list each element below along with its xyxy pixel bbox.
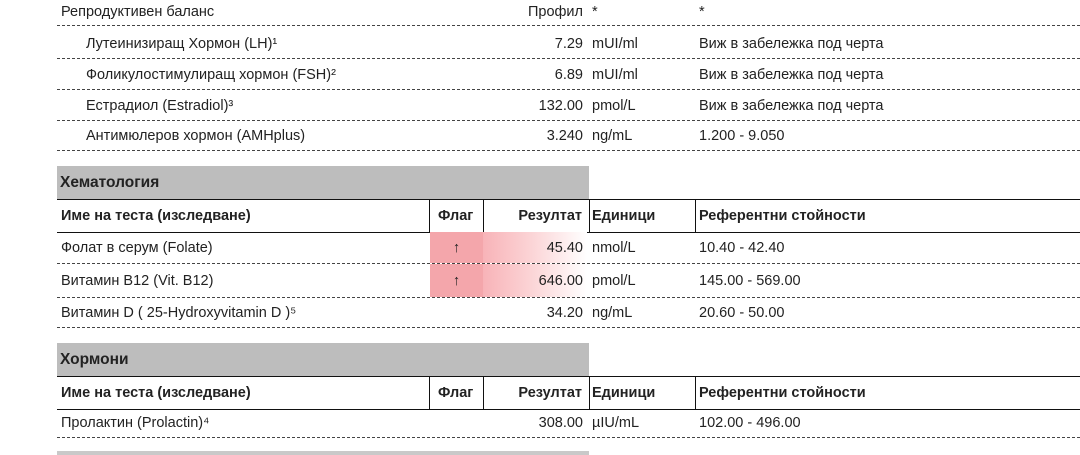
test-name: Лутеинизиращ Хормон (LH)¹ [86, 36, 278, 52]
test-name: Пролактин (Prolactin)⁴ [61, 415, 210, 431]
table-row [57, 121, 1080, 151]
reference-range: Виж в забележка под черта [699, 36, 884, 52]
units-value: nmol/L [592, 240, 636, 256]
result-value: 3.240 [546, 128, 583, 144]
reference-range: 102.00 - 496.00 [699, 415, 801, 431]
result-value: 45.40 [546, 240, 583, 256]
result-value: 132.00 [538, 98, 583, 114]
table-row [57, 232, 1080, 264]
test-name: Витамин D ( 25-Hydroxyvitamin D )⁵ [61, 305, 297, 321]
reference-range: 20.60 - 50.00 [699, 305, 785, 321]
units-value: ng/mL [592, 128, 633, 144]
column-divider [695, 200, 696, 232]
table-header [57, 376, 1080, 410]
col-header-units: Единици [592, 385, 656, 401]
test-name: Антимюлеров хормон (AMHplus) [86, 128, 306, 144]
table-row [57, 409, 1080, 438]
test-name: Фолат в серум (Folate) [61, 240, 213, 256]
result-value: 308.00 [538, 415, 583, 431]
arrow-up-icon: ↑ [452, 273, 461, 289]
col-header-units: Единици [592, 208, 656, 224]
units-value: mUI/ml [592, 36, 638, 52]
col-header-name: Име на теста (изследване) [61, 208, 251, 224]
units-value: pmol/L [592, 98, 636, 114]
units-value: * [592, 4, 598, 20]
table-row [57, 264, 1080, 298]
col-header-ref: Референтни стойности [699, 385, 866, 401]
reference-range: * [699, 4, 705, 20]
result-value: 646.00 [538, 273, 583, 289]
table-row [57, 28, 1080, 59]
table-row [57, 298, 1080, 328]
result-value: 6.89 [554, 67, 583, 83]
column-divider [695, 377, 696, 409]
section-title-hematology: Хематология [57, 166, 589, 199]
result-value: Профил [527, 4, 583, 20]
units-value: µIU/mL [592, 415, 640, 431]
section-title-hormones: Хормони [57, 343, 589, 376]
reference-range: 10.40 - 42.40 [699, 240, 785, 256]
col-header-flag: Флаг [438, 385, 474, 401]
flag-high [430, 264, 483, 297]
reference-range: 145.00 - 569.00 [699, 273, 801, 289]
column-divider [429, 377, 430, 409]
column-divider [429, 200, 430, 232]
table-header [57, 199, 1080, 233]
column-divider [589, 377, 590, 409]
test-name: Естрадиол (Estradiol)³ [86, 98, 234, 114]
reference-range: Виж в забележка под черта [699, 67, 884, 83]
units-value: ng/mL [592, 305, 633, 321]
reference-range: Виж в забележка под черта [699, 98, 884, 114]
col-header-result: Резултат [518, 385, 582, 401]
col-header-result: Резултат [518, 208, 582, 224]
flag-high [430, 232, 483, 263]
test-name: Витамин B12 (Vit. B12) [61, 273, 214, 289]
reference-range: 1.200 - 9.050 [699, 128, 785, 144]
arrow-up-icon: ↑ [452, 240, 461, 256]
units-value: mUI/ml [592, 67, 638, 83]
col-header-flag: Флаг [438, 208, 474, 224]
table-row [57, 59, 1080, 90]
col-header-name: Име на теста (изследване) [61, 385, 251, 401]
result-value: 7.29 [554, 36, 583, 52]
col-header-ref: Референтни стойности [699, 208, 866, 224]
column-divider [589, 200, 590, 232]
group-title: Репродуктивен баланс [61, 4, 215, 20]
table-row [57, 90, 1080, 121]
units-value: pmol/L [592, 273, 636, 289]
reproductive-header-row [57, 0, 1080, 26]
result-value: 34.20 [546, 305, 583, 321]
next-section-strip [57, 451, 589, 455]
test-name: Фоликулостимулиращ хормон (FSH)² [86, 67, 336, 83]
